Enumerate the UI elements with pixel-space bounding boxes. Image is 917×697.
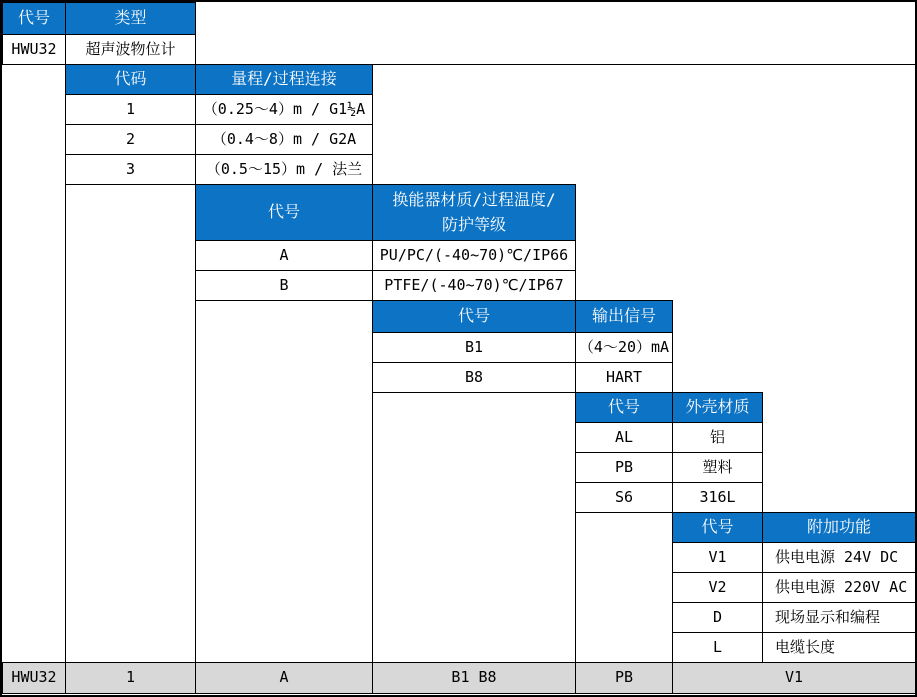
housing-row-2-code-cell: PB <box>575 452 673 483</box>
range-row-1-code-cell: 1 <box>65 94 196 125</box>
range-row-3-code-cell: 3 <box>65 154 196 185</box>
transducer-value-header-line2: 防护等级 <box>441 214 506 234</box>
gridline-vertical-col2 <box>195 300 196 663</box>
housing-code-header-cell: 代号 <box>575 392 673 423</box>
transducer-row-2-code-cell: B <box>195 270 373 301</box>
housing-row-1-code-cell: AL <box>575 422 673 453</box>
output-value-header-cell: 输出信号 <box>575 300 673 333</box>
transducer-row-1-value-cell: PU/PC/(-40~70)℃/IP66 <box>372 240 576 271</box>
range-row-2-code-cell: 2 <box>65 124 196 155</box>
summary-output-cell: B1 B8 <box>372 662 576 694</box>
gridline-vertical-col4 <box>575 512 576 663</box>
transducer-value-header-cell <box>372 184 576 241</box>
housing-value-header-cell: 外壳材质 <box>672 392 763 423</box>
addon-row-2-code-cell: V2 <box>672 572 763 603</box>
output-row-1-value-cell: （4～20）mA <box>575 332 673 363</box>
addon-row-1-value-cell: 供电电源 24V DC <box>762 542 916 573</box>
addon-row-1-code-cell: V1 <box>672 542 763 573</box>
addon-value-header-cell: 附加功能 <box>762 512 916 543</box>
gridline-vertical-col3 <box>372 392 373 663</box>
range-row-1-value-cell: （0.25～4）m / G1½A <box>195 94 373 125</box>
summary-range-cell: 1 <box>65 662 196 694</box>
housing-row-2-value-cell: 塑料 <box>672 452 763 483</box>
model-type-header-cell: 类型 <box>65 2 196 35</box>
output-row-2-value-cell: HART <box>575 362 673 393</box>
model-code-cell: HWU32 <box>2 34 66 65</box>
summary-housing-cell: PB <box>575 662 673 694</box>
model-code-header-cell: 代号 <box>2 2 66 35</box>
housing-row-3-value-cell: 316L <box>672 482 763 513</box>
addon-row-3-code-cell: D <box>672 602 763 633</box>
addon-row-2-value-cell: 供电电源 220V AC <box>762 572 916 603</box>
range-code-header-cell: 代码 <box>65 64 196 95</box>
transducer-row-2-value-cell: PTFE/(-40~70)℃/IP67 <box>372 270 576 301</box>
transducer-value-header-line1: 换能器材质/过程温度/ <box>392 189 556 209</box>
output-row-1-code-cell: B1 <box>372 332 576 363</box>
range-value-header-cell: 量程/过程连接 <box>195 64 373 95</box>
addon-code-header-cell: 代号 <box>672 512 763 543</box>
housing-row-3-code-cell: S6 <box>575 482 673 513</box>
output-code-header-cell: 代号 <box>372 300 576 333</box>
summary-transducer-cell: A <box>195 662 373 694</box>
housing-row-1-value-cell: 铝 <box>672 422 763 453</box>
output-row-2-code-cell: B8 <box>372 362 576 393</box>
addon-row-3-value-cell: 现场显示和编程 <box>762 602 916 633</box>
transducer-row-1-code-cell: A <box>195 240 373 271</box>
gridline-vertical-col1 <box>65 184 66 663</box>
summary-addon-cell: V1 <box>672 662 916 694</box>
range-row-3-value-cell: （0.5～15）m / 法兰 <box>195 154 373 185</box>
range-row-2-value-cell: （0.4～8）m / G2A <box>195 124 373 155</box>
model-type-cell: 超声波物位计 <box>65 34 196 65</box>
addon-row-4-value-cell: 电缆长度 <box>762 632 916 663</box>
transducer-code-header-cell: 代号 <box>195 184 373 241</box>
summary-model-cell: HWU32 <box>2 662 66 694</box>
addon-row-4-code-cell: L <box>672 632 763 663</box>
gridline-horizontal-top <box>195 64 915 65</box>
